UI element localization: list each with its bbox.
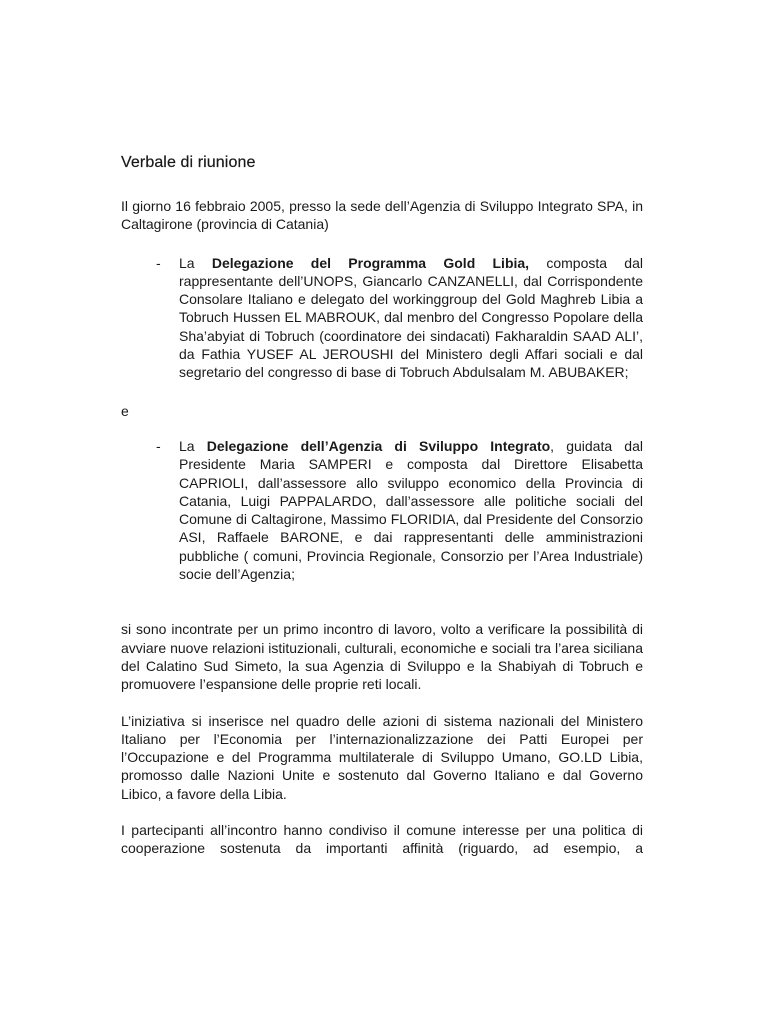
list-item-rest: composta dal rappresentante dell’UNOPS, Giancarlo CANZANELLI, dal Corrispondente Consolare Italiano e delegato del workinggroup del Gold Maghreb Libia a Tobruch Hussen EL MABROUK, dal menbro del Congresso Popolare della Sha’abyiat di Tobruch (coordinatore dei sindacati) Fakharaldin SAAD ALI’, da Fathia YUSEF AL JEROUSHI del Ministero degli Affari sociali e dal segretario del congresso di base di Tobruch Abdulsalam M. ABUBAKER; — [179, 254, 643, 381]
list-item-text — [179, 254, 643, 382]
connector-text: e — [121, 402, 129, 419]
list-item-lead: La — [179, 254, 212, 271]
list-dash: - — [156, 254, 161, 271]
list-dash: - — [156, 437, 161, 454]
list-item-lead: La — [179, 437, 207, 454]
list-item-agenzia — [121, 437, 643, 583]
body-paragraph: L’iniziativa si inserisce nel quadro delle azioni di sistema nazionali del Ministero Italiano per l’Economia per l’internazionalizzazione dei Patti Europei per l’Occupazione e del Programma multilaterale di Sviluppo Umano, GO.LD Libia, promosso dalle Nazioni Unite e sostenuto dal Governo Italiano e dal Governo Libico, a favore della Libia. — [121, 712, 643, 802]
list-item-text — [179, 437, 643, 583]
list-item-bold: Delegazione del Programma Gold Libia, — [211, 254, 530, 271]
list-item-bold: Delegazione dell’Agenzia di Sviluppo Integrato — [206, 437, 551, 454]
intro-paragraph: Il giorno 16 febbraio 2005, presso la sede dell’Agenzia di Sviluppo Integrato SPA, in Caltagirone (provincia di Catania) — [121, 198, 643, 233]
document-page — [121, 154, 643, 876]
list-item-rest: , guidata dal Presidente Maria SAMPERI e composta dal Direttore Elisabetta CAPRIOLI, dall’assessore allo sviluppo economico della Provincia di Catania, Luigi PAPPALARDO, dall’assessore alle politiche sociali del Comune di Caltagirone, Massimo FLORIDIA, dal Presidente del Consorzio ASI, Raffaele BARONE, e dai rappresentanti delle amministrazioni pubbliche ( comuni, Provincia Regionale, Consorzio per l’Area Industriale) socie dell’Agenzia; — [179, 437, 643, 583]
body-paragraph: si sono incontrate per un primo incontro di lavoro, volto a verificare la possibilità di avviare nuove relazioni istituzionali, culturali, economiche e sociali tra l’area siciliana del Calatino Sud Simeto, la sua Agenzia di Sviluppo e la Shabiyah di Tobruch e promuovere l’espansione delle proprie reti locali. — [121, 621, 643, 693]
list-item-gold-libia — [121, 254, 643, 382]
document-title: Verbale di riunione — [121, 154, 256, 171]
body-paragraph: I partecipanti all’incontro hanno condiviso il comune interesse per una politica di cooperazione sostenuta da importanti affinità (riguardo, ad esempio, a — [121, 822, 643, 857]
